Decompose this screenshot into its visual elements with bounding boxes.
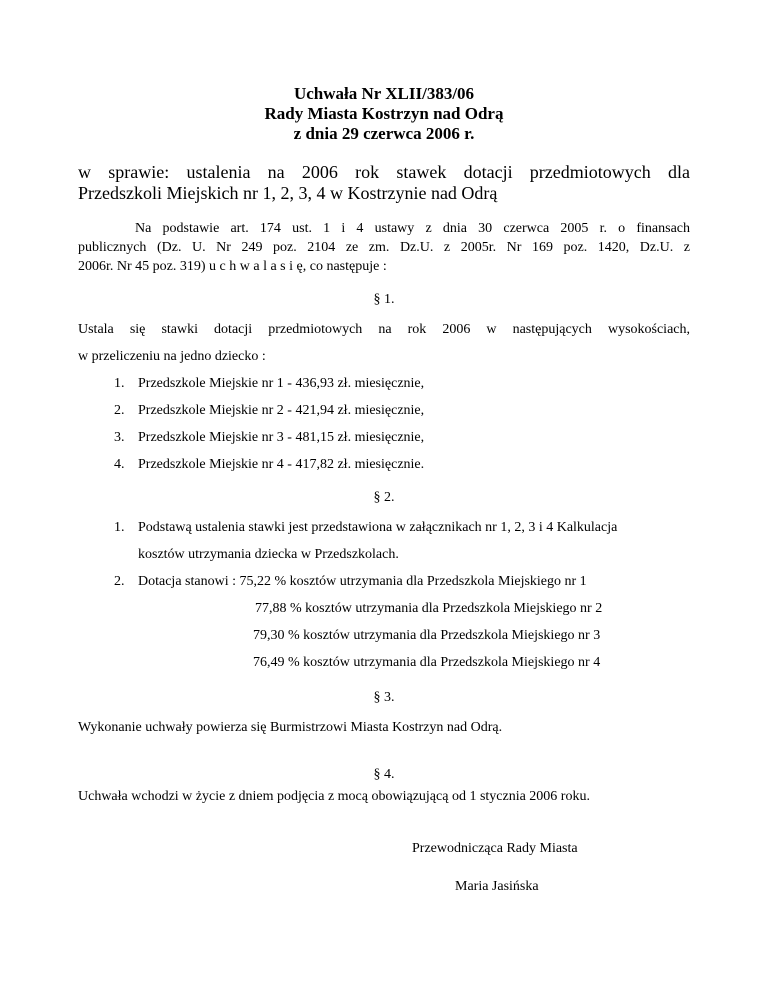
section-1-intro-line1: Ustala się stawki dotacji przedmiotowych na rok 2006 w następujących wysokościach, — [78, 322, 690, 337]
preamble-line1: Na podstawie art. 174 ust. 1 i 4 ustawy z dnia 30 czerwca 2005 r. o finansach — [135, 221, 690, 236]
list-item-number: 2. — [114, 403, 125, 418]
list-item-number: 1. — [114, 520, 125, 535]
section-4-text: Uchwała wchodzi w życie z dniem podjęcia z mocą obowiązującą od 1 stycznia 2006 roku. — [78, 789, 590, 804]
document-title-line2: Rady Miasta Kostrzyn nad Odrą — [264, 104, 504, 123]
list-item-number: 2. — [114, 574, 125, 589]
list-item: Przedszkole Miejskie nr 2 - 421,94 zł. miesięcznie, — [138, 403, 425, 418]
section-2-title: § 2. — [373, 490, 395, 505]
subject-line1: w sprawie: ustalenia na 2006 rok stawek dotacji przedmiotowych dla — [78, 162, 690, 182]
preamble-line2: publicznych (Dz. U. Nr 249 poz. 2104 ze zm. Dz.U. z 2005r. Nr 169 poz. 1420, Dz.U. z — [78, 240, 690, 255]
section-3-text: Wykonanie uchwały powierza się Burmistrzowi Miasta Kostrzyn nad Odrą. — [78, 720, 503, 735]
preamble-line3: 2006r. Nr 45 poz. 319) u c h w a l a s i ę, co następuje : — [78, 259, 387, 274]
list-item-number: 4. — [114, 457, 125, 472]
section-2-item2-line3: 79,30 % kosztów utrzymania dla Przedszkola Miejskiego nr 3 — [253, 628, 601, 643]
document-title-line1: Uchwała Nr XLII/383/06 — [293, 84, 475, 103]
section-3-title: § 3. — [373, 690, 395, 705]
section-1-title: § 1. — [373, 292, 395, 307]
section-2-item1-line2: kosztów utrzymania dziecka w Przedszkolach. — [138, 547, 399, 562]
list-item: Przedszkole Miejskie nr 3 - 481,15 zł. miesięcznie, — [138, 430, 425, 445]
signature-name: Maria Jasińska — [455, 879, 539, 894]
section-1-intro-line2: w przeliczeniu na jedno dziecko : — [78, 349, 266, 364]
list-item: Przedszkole Miejskie nr 4 - 417,82 zł. miesięcznie. — [138, 457, 425, 472]
list-item-number: 1. — [114, 376, 125, 391]
subject-line2: Przedszkoli Miejskich nr 1, 2, 3, 4 w Kostrzynie nad Odrą — [78, 183, 498, 203]
section-2-item2-line1: Dotacja stanowi : 75,22 % kosztów utrzymania dla Przedszkola Miejskiego nr 1 — [138, 574, 587, 589]
section-2-item2-line2: 77,88 % kosztów utrzymania dla Przedszkola Miejskiego nr 2 — [255, 601, 603, 616]
section-2-item1-line1: Podstawą ustalenia stawki jest przedstawiona w załącznikach nr 1, 2, 3 i 4 Kalkulacja — [138, 520, 618, 535]
section-2-item2-line4: 76,49 % kosztów utrzymania dla Przedszkola Miejskiego nr 4 — [253, 655, 601, 670]
document-title-line3: z dnia 29 czerwca 2006 r. — [293, 124, 475, 143]
list-item: Przedszkole Miejskie nr 1 - 436,93 zł. miesięcznie, — [138, 376, 425, 391]
list-item-number: 3. — [114, 430, 125, 445]
signature-role: Przewodnicząca Rady Miasta — [412, 841, 578, 856]
section-4-title: § 4. — [373, 767, 395, 782]
